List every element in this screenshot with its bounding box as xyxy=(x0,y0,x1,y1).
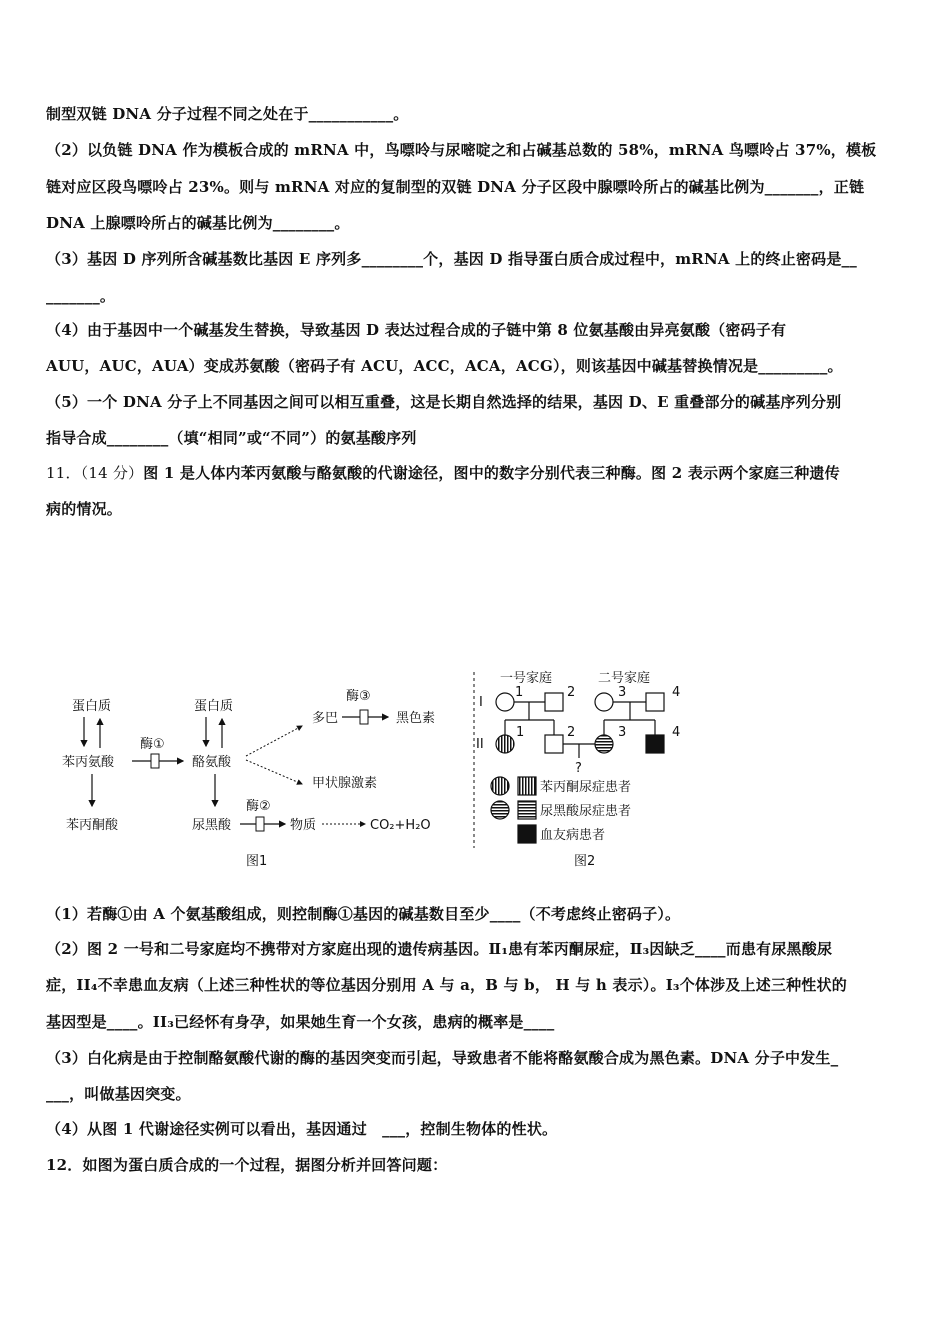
male-II4-affected xyxy=(646,735,664,753)
melanin-label: 黑色素 xyxy=(396,711,436,726)
text-line: 症，II₄不幸患血友病（上述三种性状的等位基因分别用 A 与 a，B 与 b， H 与 h 表示）。I₃个体涉及上述三种性状的 xyxy=(46,976,847,994)
protein-label: 蛋白质 xyxy=(72,699,112,714)
id-label: 4 xyxy=(672,725,681,740)
text-line: （4）由于基因中一个碱基发生替换，导致基因 D 表达过程合成的子链中第 8 位氨基酸由异亮氨酸（密码子有 xyxy=(46,321,787,339)
text-line: （1）若酶①由 A 个氨基酸组成，则控制酶①基因的碱基数目至少____（不考虑终止密码子）。 xyxy=(46,905,681,923)
q11-header xyxy=(46,462,840,483)
male-II2 xyxy=(545,735,563,753)
legend-male-pku xyxy=(518,777,536,795)
legend-male-alkaptonuria xyxy=(518,801,536,819)
text-line: （2）图 2 一号和二号家庭均不携带对方家庭出现的遗传病基因。Ⅱ₁患有苯丙酮尿症，Ⅱ₃因缺乏____而患有尿黑酸尿 xyxy=(46,940,833,958)
figure-1 xyxy=(62,689,435,869)
text-line: DNA 上腺嘌呤所占的碱基比例为________。 xyxy=(46,214,350,232)
question-12: 12．如图为蛋白质合成的一个过程，据图分析并回答问题： xyxy=(46,1156,448,1174)
figure-1-caption: 图1 xyxy=(246,854,268,869)
id-label: 1 xyxy=(516,725,525,740)
substance-label: 物质 xyxy=(290,818,317,833)
dopa-label: 多巴 xyxy=(312,711,339,726)
text-line: 基因型是____。II₃已经怀有身孕，如果她生育一个女孩，患病的概率是____ xyxy=(46,1013,555,1031)
phenylpyruvic-acid-label: 苯丙酮酸 xyxy=(66,818,119,833)
female-II3-affected xyxy=(595,735,613,753)
female-I1 xyxy=(496,693,514,711)
figure-2-caption: 图2 xyxy=(574,854,596,869)
block-symbol xyxy=(360,710,368,724)
block-symbol xyxy=(256,817,264,831)
family2-label: 二号家庭 xyxy=(598,671,651,686)
text-line: （4）从图 1 代谢途径实例可以看出，基因通过 ___，控制生物体的性状。 xyxy=(46,1120,558,1138)
male-I4 xyxy=(646,693,664,711)
text-line: ___，叫做基因突变。 xyxy=(46,1085,191,1103)
male-I2 xyxy=(545,693,563,711)
text-line: 病的情况。 xyxy=(46,500,123,518)
enzyme3-label: 酶③ xyxy=(346,689,371,704)
id-label: 3 xyxy=(618,685,627,700)
female-II1-affected xyxy=(496,735,514,753)
legend-female-pku xyxy=(491,777,509,795)
thyroxine-label: 甲状腺激素 xyxy=(312,776,378,791)
legend-pku-label: 苯丙酮尿症患者 xyxy=(540,780,632,795)
text-line: （3）基因 D 序列所含碱基数比基因 E 序列多________个，基因 D 指导蛋白质合成过程中，mRNA 上的终止密码是__ xyxy=(46,250,857,268)
figure-2-pedigree xyxy=(476,671,680,869)
q11-number: 11．（14 分） xyxy=(46,464,144,482)
id-label: 4 xyxy=(672,685,681,700)
text-line: （3）白化病是由于控制酪氨酸代谢的酶的基因突变而引起，导致患者不能将酪氨酸合成为黑色素。DNA 分子中发生_ xyxy=(46,1049,839,1067)
protein-label-2: 蛋白质 xyxy=(194,699,234,714)
block-symbol xyxy=(151,754,159,768)
female-I3 xyxy=(595,693,613,711)
enzyme2-label: 酶② xyxy=(246,799,271,814)
family1-label: 一号家庭 xyxy=(500,671,553,686)
id-label: 1 xyxy=(515,685,524,700)
legend-alkaptonuria-label: 尿黑酸尿症患者 xyxy=(540,804,632,819)
phenylalanine-label: 苯丙氨酸 xyxy=(62,755,115,770)
generation-1-label: I xyxy=(479,695,483,710)
text-line: （5）一个 DNA 分子上不同基因之间可以相互重叠，这是长期自然选择的结果，基因 D、E 重叠部分的碱基序列分别 xyxy=(46,393,842,411)
text-line: _______。 xyxy=(46,287,116,305)
q11-stem: 图 1 是人体内苯丙氨酸与酪氨酸的代谢途径，图中的数字分别代表三种酶。图 2 表示两个家庭三种遗传 xyxy=(143,464,840,482)
text-line: 指导合成________（填“相同”或“不同”）的氨基酸序列 xyxy=(46,429,417,447)
legend-female-alkaptonuria xyxy=(491,801,509,819)
generation-2-label: II xyxy=(476,737,484,752)
figures xyxy=(0,660,950,880)
text-line: 链对应区段鸟嘌呤占 23%。则与 mRNA 对应的复制型的双链 DNA 分子区段中腺嘌呤所占的碱基比例为_______，正链 xyxy=(46,178,865,196)
id-label: 2 xyxy=(567,725,576,740)
co2-h2o-label: CO₂+H₂O xyxy=(370,818,431,833)
enzyme1-label: 酶① xyxy=(140,737,165,752)
id-label: 3 xyxy=(618,725,627,740)
homogentisic-acid-label: 尿黑酸 xyxy=(192,818,232,833)
id-label: 2 xyxy=(567,685,576,700)
text-line: 制型双链 DNA 分子过程不同之处在于___________。 xyxy=(46,105,409,123)
legend-hemophilia-label: 血友病患者 xyxy=(540,828,606,843)
text-line: AUU，AUC，AUA）变成苏氨酸（密码子有 ACU，ACC，ACA，ACG），则该基因中碱基替换情况是_________。 xyxy=(46,357,843,375)
tyrosine-label: 酪氨酸 xyxy=(192,755,232,770)
text-line: （2）以负链 DNA 作为模板合成的 mRNA 中，鸟嘌呤与尿嘧啶之和占碱基总数的 58%，mRNA 鸟嘌呤占 37%，模板 xyxy=(46,141,877,159)
legend-male-hemophilia xyxy=(518,825,536,843)
unknown-child: ? xyxy=(575,761,582,776)
